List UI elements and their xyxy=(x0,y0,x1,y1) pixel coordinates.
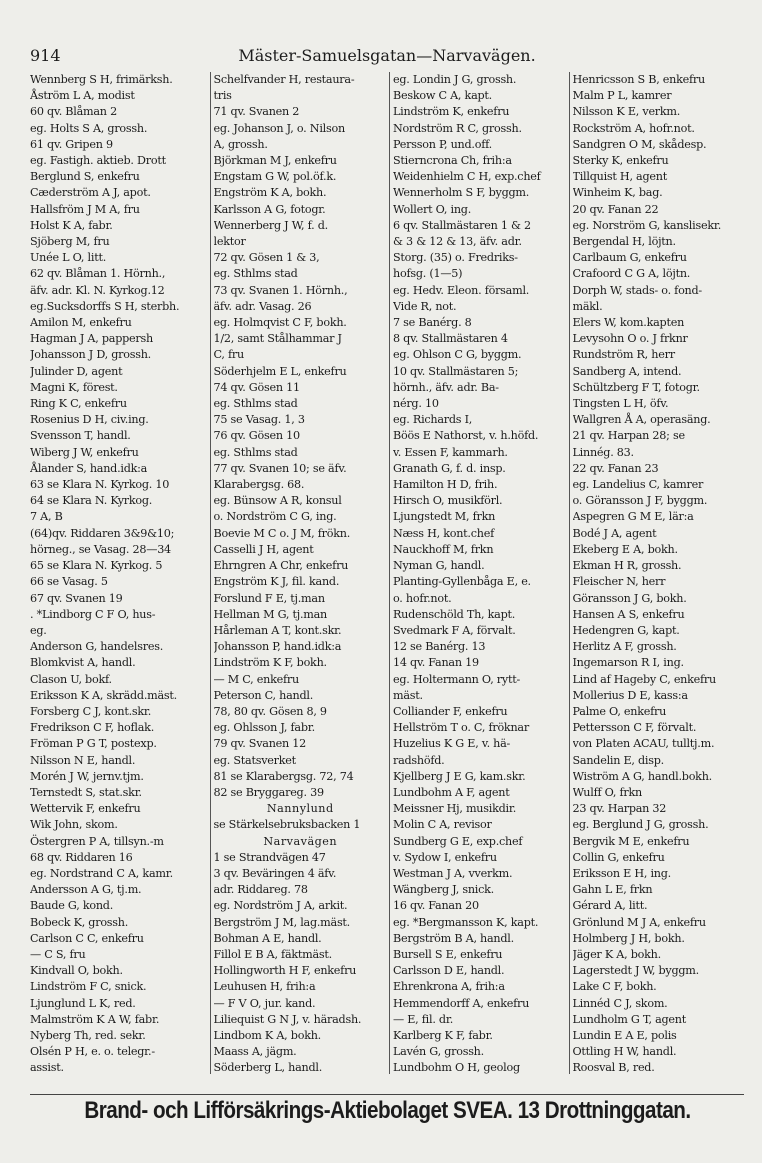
directory-entry: Maass A, jägm. xyxy=(213,1045,297,1059)
directory-entry: Andersson A G, tj.m. xyxy=(30,883,142,897)
directory-entry: Lundbohm A F, agent xyxy=(393,785,510,799)
directory-entry: Blomkvist A, handl. xyxy=(30,656,136,670)
directory-entry: Persson P, und.off. xyxy=(393,137,492,151)
directory-entry: Tillquist H, agent xyxy=(572,170,667,184)
directory-entry: Gahn L E, frkn xyxy=(572,883,653,897)
directory-entry: Julinder D, agent xyxy=(30,364,123,378)
directory-entry: eg. Norström G, kanslisekr. xyxy=(572,218,722,232)
directory-entry: äfv. adr. Kl. N. Kyrkog.12 xyxy=(30,283,165,297)
directory-entry: Söderhjelm E L, enkefru xyxy=(213,364,347,378)
directory-entry: Svedmark F A, förvalt. xyxy=(393,623,516,637)
directory-entry: 65 se Klara N. Kyrkog. 5 xyxy=(30,559,163,573)
directory-entry: Cæderström A J, apot. xyxy=(30,186,151,200)
directory-entry: Holmberg J H, bokh. xyxy=(572,931,685,945)
directory-entry: Engström K J, fil. kand. xyxy=(213,575,340,589)
directory-entry: Beskow C A, kapt. xyxy=(393,89,492,103)
directory-entry: Eriksson K A, skrädd.mäst. xyxy=(30,688,177,702)
directory-entry: Hemmendorff A, enkefru xyxy=(393,996,530,1010)
directory-entry: Magni K, förest. xyxy=(30,380,118,394)
directory-entry: Sjöberg M, fru xyxy=(30,235,110,249)
directory-entry: Nauckhoff M, frkn xyxy=(393,542,494,556)
directory-columns xyxy=(30,72,748,1074)
directory-entry: Ålander S, hand.idk:a xyxy=(30,461,148,475)
directory-entry: Wik John, skom. xyxy=(30,818,118,832)
directory-entry: Bergström J M, lag.mäst. xyxy=(213,915,350,929)
directory-entry: eg. Holtermann O, rytt- xyxy=(393,672,520,686)
directory-entry: Hårleman A T, kont.skr. xyxy=(213,623,342,637)
directory-entry: Nilsson K E, verkm. xyxy=(572,105,681,119)
directory-entry: Wiberg J W, enkefru xyxy=(30,445,139,459)
page-header xyxy=(30,46,744,70)
directory-entry: — F V O, jur. kand. xyxy=(213,996,316,1010)
directory-entry: Ljunglund L K, red. xyxy=(30,996,136,1010)
directory-entry: Östergren P A, tillsyn.-m xyxy=(30,834,164,848)
directory-entry: 7 A, B xyxy=(30,510,63,524)
directory-entry: Rockström A, hofr.not. xyxy=(572,121,695,135)
directory-entry: Nyberg Th, red. sekr. xyxy=(30,1028,146,1042)
directory-entry: se Stärkelsebruksbacken 1 xyxy=(213,818,361,832)
directory-entry: 77 qv. Svanen 10; se äfv. xyxy=(213,461,347,475)
directory-entry: Grönlund M J A, enkefru xyxy=(572,915,706,929)
directory-entry: Hamilton H D, frih. xyxy=(393,478,498,492)
directory-entry: Storg. (35) o. Fredriks- xyxy=(393,251,518,265)
directory-entry: Carlsson D E, handl. xyxy=(393,964,505,978)
directory-entry: Hallsfröm J M A, fru xyxy=(30,202,140,216)
directory-entry: Sandberg A, intend. xyxy=(572,364,682,378)
directory-entry: Linnéd C J, skom. xyxy=(572,996,668,1010)
directory-entry: Wettervik F, enkefru xyxy=(30,802,141,816)
directory-entry: Schültzberg F T, fotogr. xyxy=(572,380,700,394)
directory-entry: Wennberg S H, frimärksh. xyxy=(30,73,173,86)
directory-entry: hofsg. (1—5) xyxy=(393,267,463,281)
running-title: Mäster-Samuelsgatan—Narvavägen. xyxy=(238,46,536,65)
directory-entry: hörnh., äfv. adr. Ba- xyxy=(393,380,499,394)
directory-entry: Lindström F C, snick. xyxy=(30,980,147,994)
directory-entry: eg. Bünsow A R, konsul xyxy=(213,494,342,508)
directory-entry: 67 qv. Svanen 19 xyxy=(30,591,123,605)
directory-entry: Eriksson E H, ing. xyxy=(572,866,671,880)
directory-entry: Lind af Hageby C, enkefru xyxy=(572,672,716,686)
directory-entry: Åström L A, modist xyxy=(30,89,135,103)
directory-entry: Hellman M G, tj.man xyxy=(213,607,327,621)
directory-entry: Granath G, f. d. insp. xyxy=(393,461,506,475)
directory-entry: Stierncrona Ch, frih:a xyxy=(393,154,512,168)
directory-entry: Planting-Gyllenbåga E, e. xyxy=(393,575,531,589)
directory-entry: (64)qv. Riddaren 3&9&10; xyxy=(30,526,175,540)
directory-entry: Wennerholm S F, byggm. xyxy=(393,186,530,200)
directory-entry: eg. Nordstrand C A, kamr. xyxy=(30,866,173,880)
directory-entry: Hagman J A, pappersh xyxy=(30,332,153,346)
directory-entry: lektor xyxy=(213,235,246,249)
directory-entry: 20 qv. Fanan 22 xyxy=(572,202,659,216)
directory-entry: hörneg., se Vasag. 28—34 xyxy=(30,542,171,556)
directory-entry: — E, fil. dr. xyxy=(393,1012,454,1026)
directory-entry: Sundberg G E, exp.chef xyxy=(393,834,523,848)
directory-entry: 1 se Strandvägen 47 xyxy=(213,850,326,864)
directory-entry: Dorph W, stads- o. fond- xyxy=(572,283,702,297)
directory-entry: v. Essen F, kammarh. xyxy=(393,445,508,459)
directory-entry: Collin G, enkefru xyxy=(572,850,665,864)
directory-entry: Lindbom K A, bokh. xyxy=(213,1028,321,1042)
directory-entry: 10 qv. Stallmästaren 5; xyxy=(393,364,519,378)
directory-entry: Lagerstedt J W, byggm. xyxy=(572,964,699,978)
directory-entry: Roosval B, red. xyxy=(572,1061,655,1074)
directory-entry: radshöfd. xyxy=(393,753,445,767)
directory-entry: Böös E Nathorst, v. h.höfd. xyxy=(393,429,539,443)
directory-entry: 79 qv. Svanen 12 xyxy=(213,737,307,751)
directory-entry: 81 se Klarabergsg. 72, 74 xyxy=(213,769,354,783)
directory-entry: mäkl. xyxy=(572,299,603,313)
directory-entry: Bodé J A, agent xyxy=(572,526,657,540)
directory-entry: Ekman H R, grossh. xyxy=(572,559,682,573)
directory-entry: 75 se Vasag. 1, 3 xyxy=(213,413,305,427)
directory-entry: eg. Hedv. Eleon. församl. xyxy=(393,283,530,297)
directory-entry: Leuhusen H, frih:a xyxy=(213,980,316,994)
directory-entry: 7 se Banérg. 8 xyxy=(393,316,472,330)
directory-entry: Fröman P G T, postexp. xyxy=(30,737,157,751)
directory-entry: Wiström A G, handl.bokh. xyxy=(572,769,712,783)
directory-entry: Wulff O, frkn xyxy=(572,785,643,799)
directory-entry: Bergström B A, handl. xyxy=(393,931,514,945)
directory-entry: Söderberg L, handl. xyxy=(213,1061,323,1074)
directory-entry: 23 qv. Harpan 32 xyxy=(572,802,667,816)
directory-entry: Morén J W, jernv.tjm. xyxy=(30,769,144,783)
directory-entry: Lake C F, bokh. xyxy=(572,980,657,994)
directory-column-2 xyxy=(210,72,390,1074)
directory-entry: 74 qv. Gösen 11 xyxy=(213,380,300,394)
directory-entry: Ehrngren A Chr, enkefru xyxy=(213,559,349,573)
directory-entry: o. Nordström C G, ing. xyxy=(213,510,337,524)
directory-entry: eg. Richards I, xyxy=(393,413,473,427)
directory-entry: Liliequist G N J, v. häradsh. xyxy=(213,1012,362,1026)
directory-entry: Wollert O, ing. xyxy=(393,202,472,216)
directory-entry: Sandelin E, disp. xyxy=(572,753,664,767)
directory-entry: Wallgren Å A, operasäng. xyxy=(572,413,711,427)
directory-entry: nérg. 10 xyxy=(393,397,439,411)
directory-entry: Berglund S, enkefru xyxy=(30,170,140,184)
directory-entry: Colliander F, enkefru xyxy=(393,704,508,718)
directory-entry: Rosenius D H, civ.ing. xyxy=(30,413,149,427)
directory-entry: Narvavägen xyxy=(263,834,338,848)
directory-entry: Olsén P H, e. o. telegr.- xyxy=(30,1045,155,1059)
directory-entry: Bobeck K, grossh. xyxy=(30,915,129,929)
directory-entry: Herlitz A F, grossh. xyxy=(572,640,677,654)
directory-entry: 61 qv. Gripen 9 xyxy=(30,137,113,151)
directory-entry: Hansen A S, enkefru xyxy=(572,607,685,621)
directory-entry: Forslund F E, tj.man xyxy=(213,591,325,605)
directory-entry: Ottling H W, handl. xyxy=(572,1045,677,1059)
directory-entry: Sandgren O M, skådesp. xyxy=(572,137,707,151)
directory-entry: Karlsson A G, fotogr. xyxy=(213,202,326,216)
directory-entry: Meissner Hj, musikdir. xyxy=(393,802,517,816)
directory-entry: Ekeberg E A, bokh. xyxy=(572,542,678,556)
directory-entry: eg. Ohlsson J, fabr. xyxy=(213,721,315,735)
directory-entry: Engstam G W, pol.öf.k. xyxy=(213,170,337,184)
directory-entry: . *Lindborg C F O, hus- xyxy=(30,607,156,621)
directory-entry: Kjellberg J E G, kam.skr. xyxy=(393,769,526,783)
directory-entry: Molin C A, revisor xyxy=(393,818,492,832)
directory-entry: Schelfvander H, restaura- xyxy=(213,73,355,86)
directory-entry: Winheim K, bag. xyxy=(572,186,663,200)
directory-entry: eg.Sucksdorffs S H, sterbh. xyxy=(30,299,180,313)
directory-entry: Carlson C C, enkefru xyxy=(30,931,144,945)
directory-entry: mäst. xyxy=(393,688,423,702)
directory-entry: Bergendal H, löjtn. xyxy=(572,235,676,249)
directory-entry: Weidenhielm C H, exp.chef xyxy=(393,170,541,184)
directory-entry: assist. xyxy=(30,1061,64,1074)
directory-entry: Ring K C, enkefru xyxy=(30,397,127,411)
directory-entry: 21 qv. Harpan 28; se xyxy=(572,429,685,443)
directory-entry: Kindvall O, bokh. xyxy=(30,964,123,978)
directory-entry: Wennerberg J W, f. d. xyxy=(213,218,328,232)
directory-entry: eg. Sthlms stad xyxy=(213,445,298,459)
directory-entry: Nordström R C, grossh. xyxy=(393,121,522,135)
directory-entry: Ingemarson R I, ing. xyxy=(572,656,684,670)
directory-entry: — C S, fru xyxy=(30,947,86,961)
directory-entry: eg. Fastigh. aktieb. Drott xyxy=(30,154,166,168)
directory-entry: Fleischer N, herr xyxy=(572,575,666,589)
directory-entry: Lindström K, enkefru xyxy=(393,105,510,119)
directory-entry: eg. Holts S A, grossh. xyxy=(30,121,148,135)
directory-entry: Aspegren G M E, lär:a xyxy=(572,510,694,524)
directory-entry: Fillol E B A, fäktmäst. xyxy=(213,947,332,961)
directory-entry: Lundbohm O H, geolog xyxy=(393,1061,520,1074)
directory-entry: Linnég. 83. xyxy=(572,445,634,459)
directory-entry: eg. Statsverket xyxy=(213,753,296,767)
directory-entry: Mollerius D E, kass:a xyxy=(572,688,688,702)
directory-entry: Jäger K A, bokh. xyxy=(572,947,661,961)
directory-entry: Westman J A, vverkm. xyxy=(393,866,513,880)
directory-entry: Hellström T o. C, fröknar xyxy=(393,721,529,735)
directory-entry: 6 qv. Stallmästaren 1 & 2 xyxy=(393,218,531,232)
directory-entry: Carlbaum G, enkefru xyxy=(572,251,687,265)
directory-entry: — M C, enkefru xyxy=(213,672,299,686)
directory-entry: Baude G, kond. xyxy=(30,899,114,913)
directory-entry: Nyman G, handl. xyxy=(393,559,485,573)
directory-column-4 xyxy=(569,72,749,1074)
directory-entry: 63 se Klara N. Kyrkog. 10 xyxy=(30,478,170,492)
directory-column-1 xyxy=(30,72,210,1074)
directory-entry: Lundin E A E, polis xyxy=(572,1028,677,1042)
directory-entry: Ljungstedt M, frkn xyxy=(393,510,496,524)
directory-entry: Hedengren G, kapt. xyxy=(572,623,680,637)
directory-entry: Lindström K F, bokh. xyxy=(213,656,327,670)
directory-entry: Unée L O, litt. xyxy=(30,251,106,265)
directory-entry: Levysohn O o. J frknr xyxy=(572,332,688,346)
directory-entry: eg. Nordström J A, arkit. xyxy=(213,899,348,913)
directory-entry: Wängberg J, snick. xyxy=(393,883,494,897)
directory-entry: Fredrikson C F, hoflak. xyxy=(30,721,154,735)
directory-entry: Peterson C, handl. xyxy=(213,688,313,702)
directory-entry: & 3 & 12 & 13, äfv. adr. xyxy=(393,235,522,249)
directory-entry: Tingsten L H, öfv. xyxy=(572,397,669,411)
directory-entry: Rudenschöld Th, kapt. xyxy=(393,607,516,621)
directory-entry: 71 qv. Svanen 2 xyxy=(213,105,300,119)
directory-entry: v. Sydow I, enkefru xyxy=(393,850,497,864)
directory-entry: 64 se Klara N. Kyrkog. xyxy=(30,494,153,508)
directory-entry: 60 qv. Blåman 2 xyxy=(30,105,117,119)
directory-entry: Elers W, kom.kapten xyxy=(572,316,685,330)
directory-entry: 68 qv. Riddaren 16 xyxy=(30,850,133,864)
directory-entry: Björkman M J, enkefru xyxy=(213,154,337,168)
advertisement-footer xyxy=(30,1094,744,1129)
directory-entry: eg. Sthlms stad xyxy=(213,267,298,281)
directory-entry: Malmström K A W, fabr. xyxy=(30,1012,160,1026)
directory-entry: Amilon M, enkefru xyxy=(30,316,132,330)
directory-column-3 xyxy=(389,72,569,1074)
directory-entry: Klarabergsg. 68. xyxy=(213,478,305,492)
directory-entry: Johansson P, hand.idk:a xyxy=(213,640,342,654)
directory-entry: Ternstedt S, stat.skr. xyxy=(30,785,142,799)
directory-entry: Næss H, kont.chef xyxy=(393,526,494,540)
directory-entry: eg. Berglund J G, grossh. xyxy=(572,818,709,832)
directory-entry: eg. Holmqvist C F, bokh. xyxy=(213,316,347,330)
directory-entry: 62 qv. Blåman 1. Hörnh., xyxy=(30,267,166,281)
directory-entry: 3 qv. Beväringen 4 äfv. xyxy=(213,866,337,880)
directory-entry: Vide R, not. xyxy=(393,299,457,313)
directory-entry: Engström K A, bokh. xyxy=(213,186,327,200)
directory-entry: Nilsson N E, handl. xyxy=(30,753,136,767)
directory-entry: 12 se Banérg. 13 xyxy=(393,640,486,654)
advertisement-text: Brand- och Lifförsäkrings-Aktiebolaget SVEA. 13 Drottninggatan. xyxy=(83,1097,691,1124)
directory-entry: Göransson J G, bokh. xyxy=(572,591,687,605)
directory-entry: 22 qv. Fanan 23 xyxy=(572,461,659,475)
directory-entry: eg. *Bergmansson K, kapt. xyxy=(393,915,539,929)
directory-entry: Palme O, enkefru xyxy=(572,704,667,718)
directory-entry: eg. Landelius C, kamrer xyxy=(572,478,704,492)
directory-entry: Anderson G, handelsres. xyxy=(30,640,164,654)
directory-entry: Bergvik M E, enkefru xyxy=(572,834,690,848)
directory-entry: eg. Johanson J, o. Nilson xyxy=(213,121,345,135)
directory-entry: 8 qv. Stallmästaren 4 xyxy=(393,332,508,346)
directory-entry: 1/2, samt Stålhammar J xyxy=(213,332,342,346)
page-number: 914 xyxy=(30,46,61,65)
directory-entry: 14 qv. Fanan 19 xyxy=(393,656,479,670)
directory-entry: Bohman A E, handl. xyxy=(213,931,322,945)
directory-entry: äfv. adr. Vasag. 26 xyxy=(213,299,312,313)
directory-entry: A, grossh. xyxy=(213,137,268,151)
directory-entry: 76 qv. Gösen 10 xyxy=(213,429,300,443)
directory-entry: Boevie M C o. J M, frökn. xyxy=(213,526,351,540)
directory-entry: Gérard A, litt. xyxy=(572,899,648,913)
directory-entry: tris xyxy=(213,89,232,103)
directory-entry: Rundström R, herr xyxy=(572,348,675,362)
directory-entry: o. Göransson J F, byggm. xyxy=(572,494,708,508)
directory-entry: adr. Riddareg. 78 xyxy=(213,883,308,897)
directory-entry: 78, 80 qv. Gösen 8, 9 xyxy=(213,704,327,718)
directory-entry: eg. xyxy=(30,623,47,637)
directory-entry: o. hofr.not. xyxy=(393,591,452,605)
directory-entry: 66 se Vasag. 5 xyxy=(30,575,108,589)
directory-entry: eg. Sthlms stad xyxy=(213,397,298,411)
directory-entry: C, fru xyxy=(213,348,244,362)
directory-entry: Holst K A, fabr. xyxy=(30,218,113,232)
directory-entry: 16 qv. Fanan 20 xyxy=(393,899,479,913)
directory-entry: Bursell S E, enkefru xyxy=(393,947,503,961)
directory-entry: Lavén G, grossh. xyxy=(393,1045,484,1059)
directory-entry: Johansson J D, grossh. xyxy=(30,348,151,362)
directory-entry: Huzelius K G E, v. hä- xyxy=(393,737,511,751)
directory-entry: Casselli J H, agent xyxy=(213,542,314,556)
directory-entry: 72 qv. Gösen 1 & 3, xyxy=(213,251,320,265)
directory-entry: Svensson T, handl. xyxy=(30,429,131,443)
directory-entry: 82 se Bryggareg. 39 xyxy=(213,785,324,799)
directory-entry: eg. Ohlson C G, byggm. xyxy=(393,348,522,362)
directory-entry: 73 qv. Svanen 1. Hörnh., xyxy=(213,283,348,297)
directory-entry: Ehrenkrona A, frih:a xyxy=(393,980,505,994)
directory-entry: Crafoord C G A, löjtn. xyxy=(572,267,691,281)
directory-entry: Forsberg C J, kont.skr. xyxy=(30,704,152,718)
directory-entry: Nannylund xyxy=(266,802,334,816)
directory-entry: von Platen ACAU, tulltj.m. xyxy=(572,737,715,751)
directory-entry: Malm P L, kamrer xyxy=(572,89,672,103)
directory-entry: Henricsson S B, enkefru xyxy=(572,73,705,86)
directory-entry: Hirsch O, musikförl. xyxy=(393,494,503,508)
directory-entry: Clason U, bokf. xyxy=(30,672,112,686)
directory-entry: Pettersson C F, förvalt. xyxy=(572,721,697,735)
directory-entry: Karlberg K F, fabr. xyxy=(393,1028,493,1042)
directory-entry: Hollingworth H F, enkefru xyxy=(213,964,357,978)
directory-entry: Sterky K, enkefru xyxy=(572,154,669,168)
directory-entry: eg. Londin J G, grossh. xyxy=(393,73,517,86)
directory-entry: Lundholm G T, agent xyxy=(572,1012,687,1026)
